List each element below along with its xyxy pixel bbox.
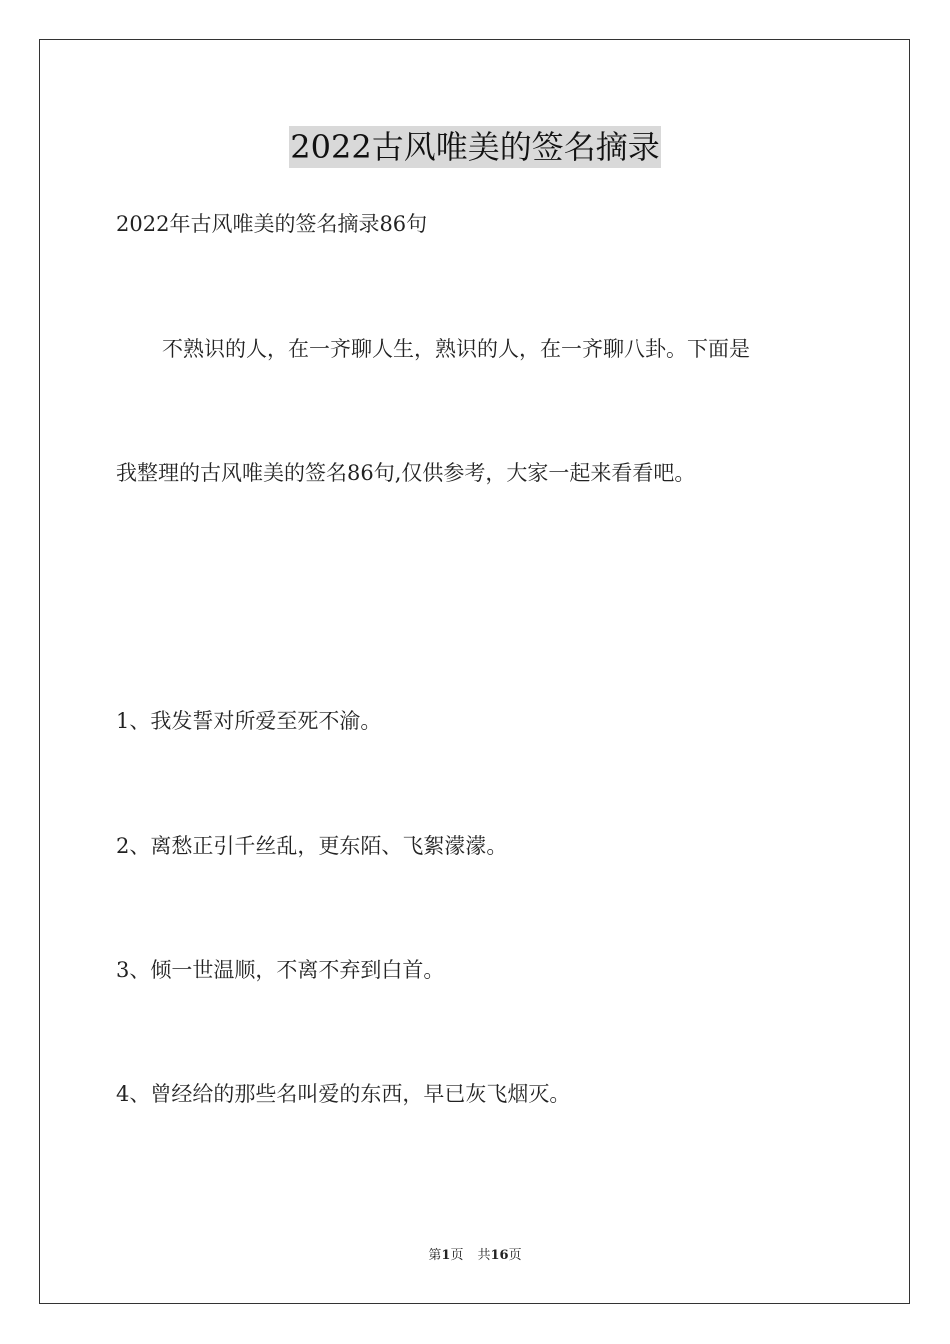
list-item: 4、曾经给的那些名叫爱的东西，早已灰飞烟灭。 (116, 1082, 571, 1106)
page-number: 1 (441, 1248, 451, 1263)
total-pages: 16 (490, 1248, 509, 1263)
total-prefix: 共 (477, 1248, 491, 1263)
page-prefix: 第 (428, 1248, 442, 1263)
title-container (0, 126, 950, 168)
document-title: 2022古风唯美的签名摘录 (290, 128, 660, 166)
page-suffix: 页 (450, 1248, 464, 1263)
total-suffix: 页 (508, 1248, 522, 1263)
list-item: 1、我发誓对所爱至死不渝。 (116, 709, 382, 733)
intro-line-2: 我整理的古风唯美的签名86句,仅供参考，大家一起来看看吧。 (116, 461, 696, 485)
list-item: 2、离愁正引千丝乱，更东陌、飞絮濛濛。 (116, 834, 508, 858)
intro-line-1: 不熟识的人，在一齐聊人生，熟识的人，在一齐聊八卦。下面是 (162, 337, 750, 361)
document-subtitle: 2022年古风唯美的签名摘录86句 (116, 212, 428, 236)
page-footer (0, 1247, 950, 1265)
list-item: 3、倾一世温顺，不离不弃到白首。 (116, 958, 445, 982)
